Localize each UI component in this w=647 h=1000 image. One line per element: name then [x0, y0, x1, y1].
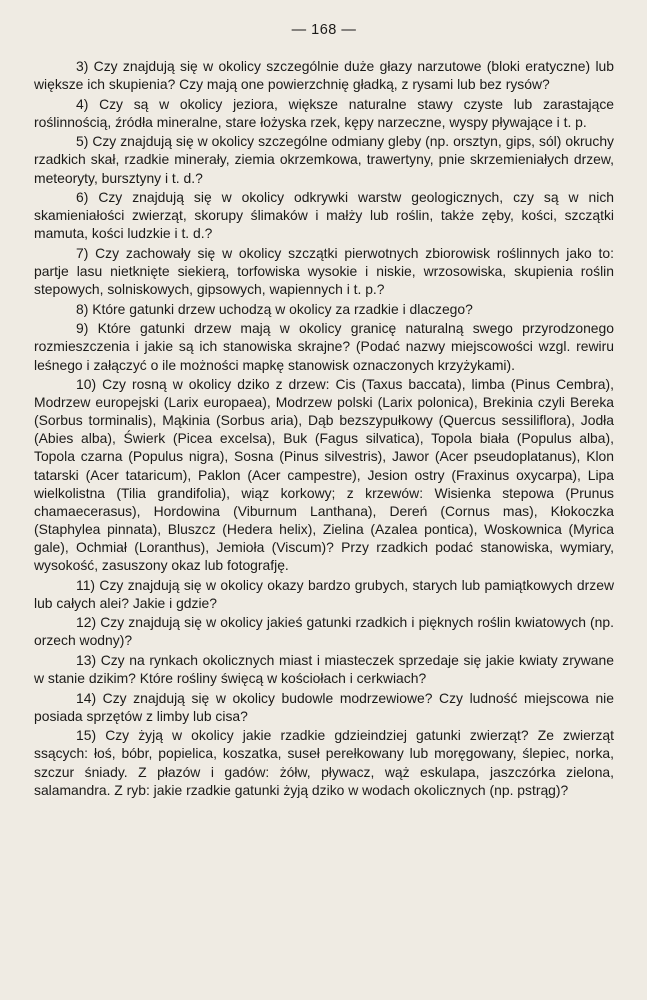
question-3: 3) Czy znajdują się w okolicy szczególnie duże głazy narzutowe (bloki eratyczne) lub większe ich skupienia? Czy mają one powierzchnię gładką, z rysami lub bez rysów? [34, 58, 614, 93]
question-8: 8) Które gatunki drzew uchodzą w okolicy za rzadkie i dlaczego? [76, 300, 473, 317]
question-10: 10) Czy rosną w okolicy dziko z drzew: Cis (Taxus baccata), limba (Pinus Cembra), Modrzew europejski (Larix europaea), Modrzew polski (Larix polonica), Brekinia czyli Bereka (Sorbus torminalis), Mąkinia (Sorbus aria), Dąb bezszypułkowy (Quercus sessiliflora), Jodła (Abies alba), Świerk (Picea excelsa), Buk (Fagus silvatica), Topola biała (Populus alba), Topola czarna (Populus nigra), Sosna (Pinus silvestris), Jawor (Acer pseudoplatanus), Klon tatarski (Acer tataricum), Paklon (Acer campestre), Jesion ostry (Fraxinus oxycarpa), Lipa wielkolistna (Tilia grandifolia), wiąz korkowy; z krzewów: Wisienka stepowa (Prunus chamaecerasus), Hordowina (Viburnum Lanthana), Dereń (Cornus mas), Kłokoczka (Staphylea pinnata), Bluszcz (Hedera helix), Zielina (Azalea pontica), Woskownica (Myrica gale), Ochmiał (Loranthus), Jemioła (Viscum)? Przy rzadkich podać stanowiska, wymiary, wysokość, zasuszony okaz lub fotografję. [34, 376, 614, 574]
question-7: 7) Czy zachowały się w okolicy szczątki pierwotnych zbiorowisk roślinnych jako to: partje lasu nietknięte siekierą, torfowiska wysokie i niskie, wrzosowiska, skupienia roślin stepowych, solniskowych, gipsowych, wapiennych i t. p.? [34, 244, 614, 298]
question-14: 14) Czy znajdują się w okolicy budowle modrzewiowe? Czy ludność miejscowa nie posiada sprzętów z limby lub cisa? [34, 689, 614, 724]
question-13: 13) Czy na rynkach okolicznych miast i miasteczek sprzedaje się jakie kwiaty zrywane w stanie dzikim? Które rośliny święcą w kościołach i cerkwiach? [34, 652, 614, 687]
question-12: 12) Czy znajdują się w okolicy jakieś gatunki rzadkich i pięknych roślin kwiatowych (np. orzech wodny)? [34, 614, 614, 649]
question-5: 5) Czy znajdują się w okolicy szczególne odmiany gleby (np. orsztyn, gips, sól) okruchy rzadkich skał, rzadkie minerały, ziemia okrzemkowa, trawertyny, pnie skrzemieniałych drzew, meteoryty, bursztyny i t. d.? [34, 133, 614, 186]
page-number: — 168 — [291, 22, 357, 38]
question-6: 6) Czy znajdują się w okolicy odkrywki warstw geologicznych, czy są w nich skamieniałości zwierząt, skorupy ślimaków i małży lub roślin, także zęby, kości, szczątki mamuta, kości ludzkie i t. d.? [34, 189, 614, 242]
question-15: 15) Czy żyją w okolicy jakie rzadkie gdzieindziej gatunki zwierząt? Ze zwierząt ssących: łoś, bóbr, popielica, koszatka, suseł perełkowany lub moręgowany, ślepiec, norka, szczur śniady. Z płazów i gadów: żółw, pływacz, wąż eskulapa, jaszczórka zielona, salamandra. Z ryb: jakie rzadkie gatunki żyją dziko w wodach okolicznych (np. pstrąg)? [34, 727, 614, 798]
question-4: 4) Czy są w okolicy jeziora, większe naturalne stawy czyste lub zarastające roślinnością, źródła mineralne, stare łożyska rzek, kępy narzeczne, wyspy pływające i t. p. [34, 95, 614, 130]
question-9: 9) Które gatunki drzew mają w okolicy granicę naturalną swego przyrodzonego rozmieszczenia i jakie są ich stanowiska skrajne? (Podać nazwy miejscowości wzgl. rewiru leśnego i załączyć o ile możności mapkę stanowisk oznaczonych krzyżykami). [34, 320, 614, 373]
question-11: 11) Czy znajdują się w okolicy okazy bardzo grubych, starych lub pamiątkowych drzew lub całych alei? Jakie i gdzie? [34, 576, 614, 611]
